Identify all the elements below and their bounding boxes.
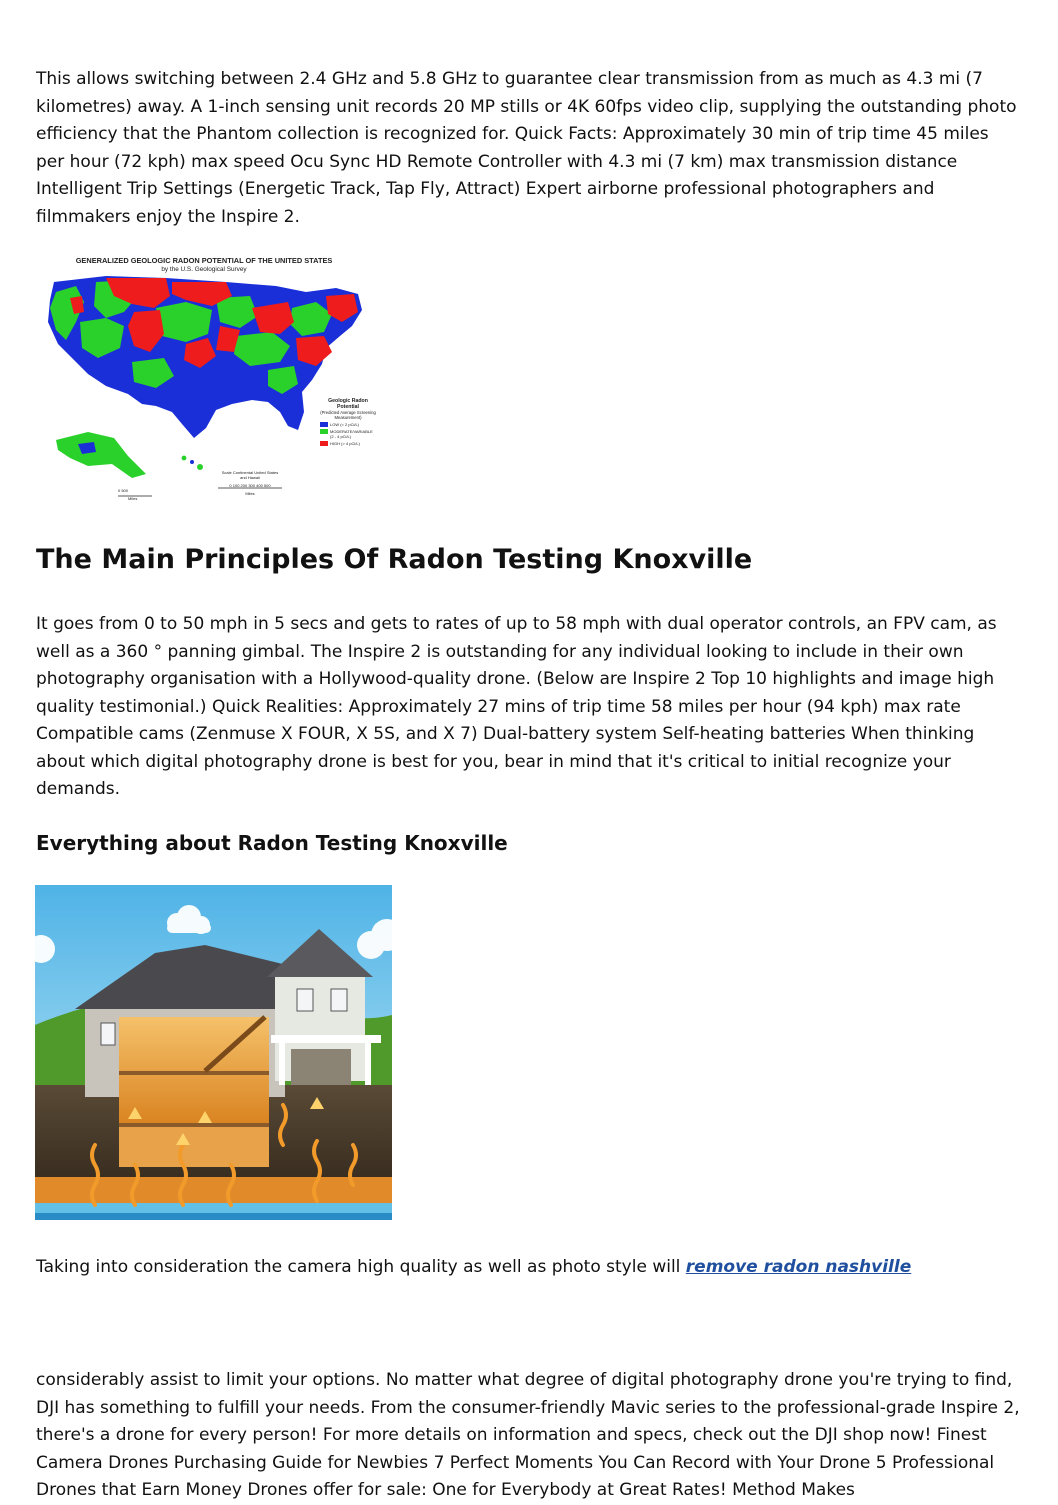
scale-numbers: 0 100 200 300 400 500 [229,483,271,488]
radon-house-illustration [35,885,392,1220]
main-heading: The Main Principles Of Radon Testing Knoxville [36,544,753,575]
link-paragraph [36,1254,1020,1282]
legend-subtitle: (Predicted Average Screening Measurement) [320,410,376,420]
sub-heading: Everything about Radon Testing Knoxville [36,831,508,855]
us-map-graphic [36,252,372,504]
alaska-scale-numbers: 0 500 [118,488,129,493]
legend-swatch-low [320,422,328,427]
inspire-paragraph: It goes from 0 to 50 mph in 5 secs and gets to rates of up to 58 mph with dual operator controls, an FPV cam, as well as a 360 ° panning gimbal. The Inspire 2 is outstanding for any individual looking to include in their own photography organisation with a Hollywood-quality drone. (Below are Inspire 2 Top 10 highlights and image high quality testimonial.) Quick Realities: Approximately 27 mins of trip time 58 miles per hour (94 kph) max rate Compatible cams (Zenmuse X FOUR, X 5S, and X 7) Dual-battery system Self-heating batteries When thinking about which digital photography drone is best for you, bear in mind that it's critical to initial recognize your demands. [36,614,997,799]
legend-item-low [320,422,376,427]
house-cutaway-graphic [35,885,392,1220]
link-paragraph-text: Taking into consideration the camera high quality as well as photo style will [36,1257,686,1277]
alaska-scale [118,488,137,501]
remove-radon-nashville-link[interactable]: remove radon nashville [685,1257,912,1277]
scale-unit: Miles [245,491,255,496]
radon-potential-map [36,252,376,504]
closing-paragraph: considerably assist to limit your options. No matter what degree of digital photography drone you're trying to find, DJI has something to fulfill your needs. From the consumer-friendly Mavic series to the professional-grade Inspire 2, there's a drone for every person! For more details on information and specs, check out the DJI shop now! Finest Camera Drones Purchasing Guide for Newbies 7 Perfect Moments You Can Record with Your Drone 5 Professional Drones that Earn Money Drones offer for sale: One for Everybody at Great Rates! Method Makes [36,1370,1020,1500]
intro-paragraph: This allows switching between 2.4 GHz and 5.8 GHz to guarantee clear transmission from as much as 4.3 mi (7 kilometres) away. A 1-inch sensing unit records 20 MP stills or 4K 60fps video clip, supplying the outstanding photo efficiency that the Phantom collection is recognized for. Quick Facts: Approximately 30 min of trip time 45 miles per hour (72 kph) max speed Ocu Sync HD Remote Controller with 4.3 mi (7 km) max transmission distance Intelligent Trip Settings (Energetic Track, Tap Fly, Attract) Expert airborne professional photographers and filmmakers enjoy the Inspire 2. [36,69,1017,227]
map-legend [320,398,376,446]
legend-item-high [320,441,376,446]
main-scale [218,470,282,496]
legend-title: Geologic Radon Potential [328,398,368,410]
legend-label-high: HIGH (> 4 pCi/L) [330,441,360,446]
legend-item-moderate [320,429,376,439]
legend-label-moderate: MODERATE/VARIABLE (2 - 4 pCi/L) [330,429,373,439]
legend-swatch-high [320,441,328,446]
scale-caption: Scale Continental United States and Hawaii [221,470,279,480]
map-title: GENERALIZED GEOLOGIC RADON POTENTIAL OF THE UNITED STATES [75,256,333,265]
legend-label-low: LOW (< 2 pCi/L) [330,422,360,427]
legend-swatch-moderate [320,429,328,434]
map-subtitle: by the U.S. Geological Survey [161,266,247,273]
alaska-scale-unit: Miles [128,496,138,501]
